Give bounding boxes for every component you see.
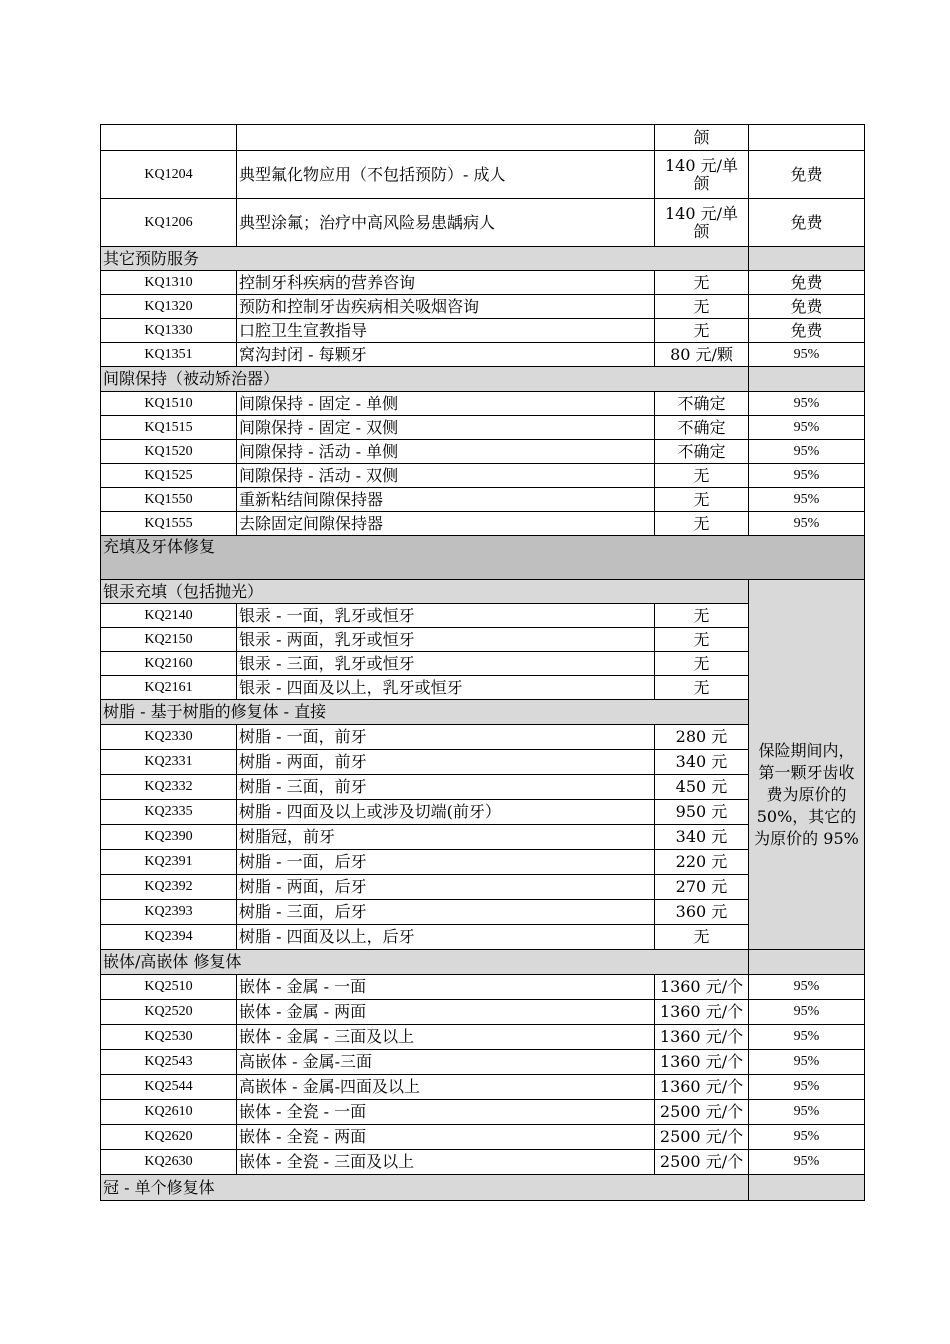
- desc-cell: 树脂 - 三面，后牙: [237, 900, 655, 925]
- desc-cell: 嵌体 - 金属 - 一面: [237, 975, 655, 1000]
- code-cell: KQ2510: [101, 975, 237, 1000]
- coverage-cell: 免费: [749, 151, 865, 199]
- code-cell: KQ2630: [101, 1150, 237, 1175]
- coverage-cell: [749, 950, 865, 975]
- section-header-row: [101, 1175, 865, 1201]
- desc-cell: 嵌体 - 金属 - 两面: [237, 1000, 655, 1025]
- coverage-cell: 95%: [749, 1125, 865, 1150]
- coverage-cell: 95%: [749, 440, 865, 464]
- table-row: [101, 1050, 865, 1075]
- table-row: [101, 440, 865, 464]
- section-header: 嵌体/高嵌体 修复体: [101, 950, 749, 975]
- table-row: [101, 1000, 865, 1025]
- coverage-cell: 95%: [749, 1000, 865, 1025]
- desc-cell: 嵌体 - 全瓷 - 三面及以上: [237, 1150, 655, 1175]
- code-cell: KQ2140: [101, 604, 237, 628]
- fee-schedule-body: [101, 125, 865, 1201]
- fee-cell: 无: [655, 295, 749, 319]
- fee-cell: 无: [655, 628, 749, 652]
- code-cell: KQ2331: [101, 750, 237, 775]
- coverage-cell: [749, 1175, 865, 1201]
- code-cell: [101, 125, 237, 151]
- code-cell: KQ2544: [101, 1075, 237, 1100]
- fee-cell: 颌: [655, 125, 749, 151]
- table-row: [101, 975, 865, 1000]
- desc-cell: 树脂 - 三面，前牙: [237, 775, 655, 800]
- code-cell: KQ2620: [101, 1125, 237, 1150]
- desc-cell: 间隙保持 - 活动 - 双侧: [237, 464, 655, 488]
- desc-cell: 口腔卫生宣教指导: [237, 319, 655, 343]
- code-cell: KQ1555: [101, 512, 237, 536]
- table-row: [101, 295, 865, 319]
- fee-cell: 80 元/颗: [655, 343, 749, 367]
- fee-cell: 140 元/单颌: [655, 199, 749, 247]
- fee-cell: 无: [655, 925, 749, 950]
- coverage-note: 保险期间内，第一颗牙齿收费为原价的 50%，其它的为原价的 95%: [749, 580, 865, 950]
- section-header: 其它预防服务: [101, 247, 749, 271]
- coverage-cell: 免费: [749, 319, 865, 343]
- fee-cell: 无: [655, 676, 749, 700]
- fee-cell: 450 元: [655, 775, 749, 800]
- coverage-cell: 免费: [749, 271, 865, 295]
- coverage-cell: 95%: [749, 464, 865, 488]
- fee-cell: 无: [655, 488, 749, 512]
- desc-cell: 高嵌体 - 金属-三面: [237, 1050, 655, 1075]
- fee-cell: 无: [655, 512, 749, 536]
- fee-cell: 220 元: [655, 850, 749, 875]
- coverage-cell: 95%: [749, 1050, 865, 1075]
- fee-cell: 140 元/单颌: [655, 151, 749, 199]
- code-cell: KQ2330: [101, 725, 237, 750]
- coverage-cell: 95%: [749, 975, 865, 1000]
- table-row: [101, 1025, 865, 1050]
- table-row: [101, 343, 865, 367]
- coverage-cell: 95%: [749, 392, 865, 416]
- fee-cell: 无: [655, 271, 749, 295]
- fee-cell: 无: [655, 652, 749, 676]
- desc-cell: 树脂 - 两面，后牙: [237, 875, 655, 900]
- coverage-cell: 免费: [749, 199, 865, 247]
- desc-cell: 高嵌体 - 金属-四面及以上: [237, 1075, 655, 1100]
- desc-cell: 银汞 - 一面，乳牙或恒牙: [237, 604, 655, 628]
- coverage-cell: 95%: [749, 1075, 865, 1100]
- code-cell: KQ2390: [101, 825, 237, 850]
- fee-cell: 950 元: [655, 800, 749, 825]
- desc-cell: 去除固定间隙保持器: [237, 512, 655, 536]
- coverage-cell: 95%: [749, 488, 865, 512]
- fee-cell: 不确定: [655, 392, 749, 416]
- coverage-cell: 95%: [749, 512, 865, 536]
- fee-cell: 340 元: [655, 750, 749, 775]
- desc-cell: 银汞 - 两面，乳牙或恒牙: [237, 628, 655, 652]
- desc-cell: 间隙保持 - 固定 - 双侧: [237, 416, 655, 440]
- code-cell: KQ2543: [101, 1050, 237, 1075]
- desc-cell: 银汞 - 三面，乳牙或恒牙: [237, 652, 655, 676]
- table-row: [101, 319, 865, 343]
- code-cell: KQ1510: [101, 392, 237, 416]
- desc-cell: 树脂冠，前牙: [237, 825, 655, 850]
- fee-cell: 不确定: [655, 416, 749, 440]
- fee-cell: 1360 元/个: [655, 1050, 749, 1075]
- desc-cell: 控制牙科疾病的营养咨询: [237, 271, 655, 295]
- table-row: [101, 464, 865, 488]
- table-row: [101, 1150, 865, 1175]
- desc-cell: 银汞 - 四面及以上，乳牙或恒牙: [237, 676, 655, 700]
- code-cell: KQ1515: [101, 416, 237, 440]
- coverage-cell: [749, 247, 865, 271]
- code-cell: KQ1310: [101, 271, 237, 295]
- code-cell: KQ2335: [101, 800, 237, 825]
- table-row: [101, 1125, 865, 1150]
- desc-cell: 典型涂氟；治疗中高风险易患龋病人: [237, 199, 655, 247]
- code-cell: KQ2394: [101, 925, 237, 950]
- table-row: [101, 512, 865, 536]
- desc-cell: 嵌体 - 全瓷 - 一面: [237, 1100, 655, 1125]
- code-cell: KQ2332: [101, 775, 237, 800]
- section-header: 充填及牙体修复: [101, 536, 865, 580]
- table-row: [101, 271, 865, 295]
- section-header-row: [101, 580, 865, 604]
- code-cell: KQ1320: [101, 295, 237, 319]
- code-cell: KQ1550: [101, 488, 237, 512]
- table-row: [101, 416, 865, 440]
- desc-cell: 树脂 - 四面及以上，后牙: [237, 925, 655, 950]
- coverage-cell: 95%: [749, 1100, 865, 1125]
- coverage-cell: 95%: [749, 1025, 865, 1050]
- code-cell: KQ1204: [101, 151, 237, 199]
- desc-cell: 嵌体 - 全瓷 - 两面: [237, 1125, 655, 1150]
- code-cell: KQ2392: [101, 875, 237, 900]
- code-cell: KQ1351: [101, 343, 237, 367]
- section-header-row: [101, 247, 865, 271]
- section-header-row: [101, 536, 865, 580]
- table-row: [101, 1100, 865, 1125]
- code-cell: KQ2160: [101, 652, 237, 676]
- section-header: 冠 - 单个修复体: [101, 1175, 749, 1201]
- continued-row: [101, 125, 865, 151]
- code-cell: KQ2520: [101, 1000, 237, 1025]
- fee-cell: 2500 元/个: [655, 1100, 749, 1125]
- fee-cell: 2500 元/个: [655, 1150, 749, 1175]
- table-row: [101, 199, 865, 247]
- coverage-cell: 95%: [749, 1150, 865, 1175]
- desc-cell: 预防和控制牙齿疾病相关吸烟咨询: [237, 295, 655, 319]
- fee-schedule-table: [100, 124, 865, 1201]
- code-cell: KQ2391: [101, 850, 237, 875]
- coverage-cell: [749, 367, 865, 392]
- section-header: 银汞充填（包括抛光）: [101, 580, 749, 604]
- fee-cell: 不确定: [655, 440, 749, 464]
- fee-cell: 280 元: [655, 725, 749, 750]
- desc-cell: 嵌体 - 金属 - 三面及以上: [237, 1025, 655, 1050]
- section-header: 间隙保持（被动矫治器）: [101, 367, 749, 392]
- desc-cell: 树脂 - 一面，前牙: [237, 725, 655, 750]
- code-cell: KQ2393: [101, 900, 237, 925]
- fee-cell: 无: [655, 464, 749, 488]
- code-cell: KQ1206: [101, 199, 237, 247]
- section-header-row: [101, 367, 865, 392]
- fee-cell: 1360 元/个: [655, 975, 749, 1000]
- desc-cell: 重新粘结间隙保持器: [237, 488, 655, 512]
- desc-cell: 窝沟封闭 - 每颗牙: [237, 343, 655, 367]
- code-cell: KQ2530: [101, 1025, 237, 1050]
- coverage-cell: 95%: [749, 416, 865, 440]
- fee-cell: 270 元: [655, 875, 749, 900]
- table-row: [101, 488, 865, 512]
- desc-cell: 树脂 - 两面，前牙: [237, 750, 655, 775]
- desc-cell: 树脂 - 四面及以上或涉及切端(前牙）: [237, 800, 655, 825]
- fee-cell: 340 元: [655, 825, 749, 850]
- table-row: [101, 1075, 865, 1100]
- fee-cell: 1360 元/个: [655, 1000, 749, 1025]
- fee-cell: 无: [655, 319, 749, 343]
- fee-cell: 无: [655, 604, 749, 628]
- desc-cell: 间隙保持 - 固定 - 单侧: [237, 392, 655, 416]
- desc-cell: 典型氟化物应用（不包括预防）- 成人: [237, 151, 655, 199]
- coverage-cell: [749, 125, 865, 151]
- table-row: [101, 392, 865, 416]
- desc-cell: 间隙保持 - 活动 - 单侧: [237, 440, 655, 464]
- desc-cell: [237, 125, 655, 151]
- fee-cell: 1360 元/个: [655, 1075, 749, 1100]
- code-cell: KQ2610: [101, 1100, 237, 1125]
- section-header: 树脂 - 基于树脂的修复体 - 直接: [101, 700, 749, 725]
- table-row: [101, 151, 865, 199]
- code-cell: KQ1525: [101, 464, 237, 488]
- fee-cell: 1360 元/个: [655, 1025, 749, 1050]
- section-header-row: [101, 950, 865, 975]
- code-cell: KQ1330: [101, 319, 237, 343]
- code-cell: KQ2161: [101, 676, 237, 700]
- desc-cell: 树脂 - 一面，后牙: [237, 850, 655, 875]
- code-cell: KQ1520: [101, 440, 237, 464]
- fee-cell: 2500 元/个: [655, 1125, 749, 1150]
- coverage-cell: 95%: [749, 343, 865, 367]
- code-cell: KQ2150: [101, 628, 237, 652]
- fee-cell: 360 元: [655, 900, 749, 925]
- coverage-cell: 免费: [749, 295, 865, 319]
